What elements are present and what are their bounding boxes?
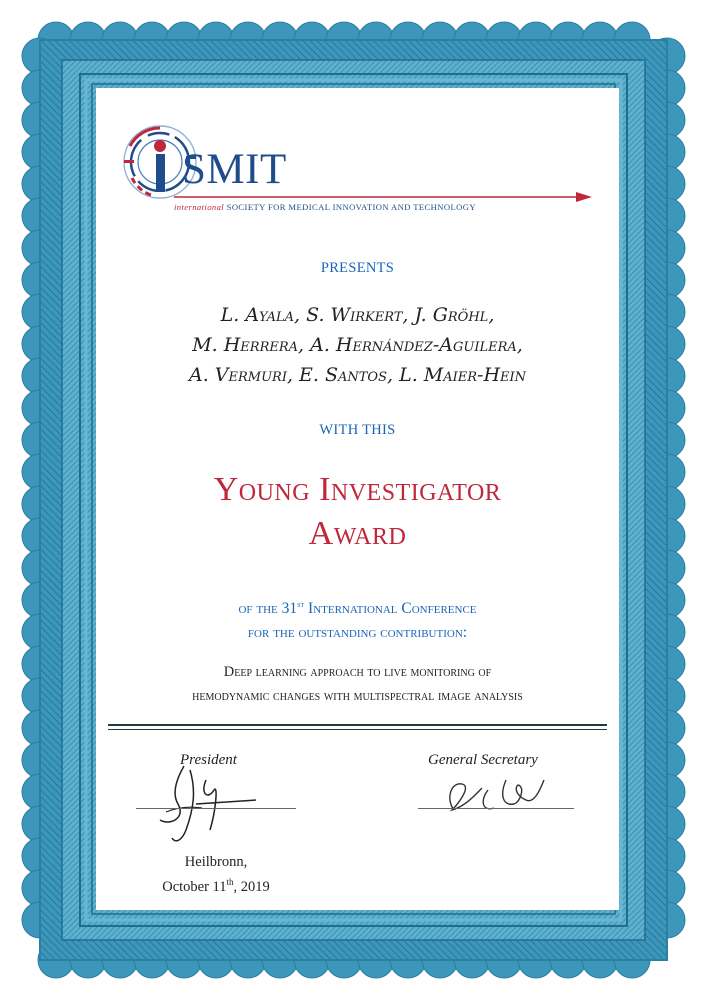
ismit-logo-subtitle: [174, 202, 476, 212]
contribution-title: [96, 660, 619, 708]
contribution-line-2: hemodynamic changes with multispectral image analysis: [192, 688, 523, 704]
general-secretary-signature: [416, 760, 576, 830]
place-city: Heilbronn,: [184, 854, 248, 870]
certificate-sheet: [96, 88, 619, 910]
date-year: , 2019: [233, 878, 270, 895]
conference-suffix: International Conference: [304, 600, 477, 618]
names-line-1: L. Ayala, S. Wirkert, J. Gröhl,: [220, 304, 495, 326]
divider-rule-bottom: [108, 729, 607, 730]
president-signature: [136, 760, 306, 850]
conference-line-2: for the outstanding contribution:: [247, 624, 468, 642]
ismit-subtitle-rest: SOCIETY FOR MEDICAL INNOVATION AND TECHNOLOGY: [226, 202, 476, 212]
conference-text: [96, 592, 619, 645]
date-prefix: October 11: [162, 878, 227, 895]
logo-arrow-line: [174, 191, 594, 203]
general-secretary-signature-line: [418, 808, 574, 809]
award-title-line-2: Award: [308, 515, 407, 552]
date-line: [136, 872, 296, 897]
presents-label: PRESENTS: [320, 260, 395, 276]
contribution-line-1: Deep learning approach to live monitoring of: [223, 664, 492, 680]
date-ordinal: th: [226, 877, 234, 887]
general-secretary-title: General Secretary: [428, 752, 538, 768]
conference-line-1: [96, 592, 619, 621]
with-this-label: WITH THIS: [319, 422, 396, 438]
award-title-line-1: Young Investigator: [213, 471, 502, 508]
president-signature-line: [136, 808, 296, 809]
ismit-subtitle-lead: international: [174, 202, 225, 212]
ismit-logo-letters: SMIT: [182, 146, 287, 193]
award-title: [96, 468, 619, 556]
conference-prefix: of the 31: [238, 600, 298, 618]
names-line-2: M. Herrera, A. Hernández-Aguilera,: [192, 334, 523, 356]
president-title: President: [180, 752, 237, 768]
recipient-names: [96, 300, 619, 390]
conference-ordinal: st: [297, 599, 305, 609]
divider-rule-top: [108, 724, 607, 726]
place-date: [136, 852, 296, 897]
names-line-3: A. Vermuri, E. Santos, L. Maier-Hein: [188, 364, 527, 386]
